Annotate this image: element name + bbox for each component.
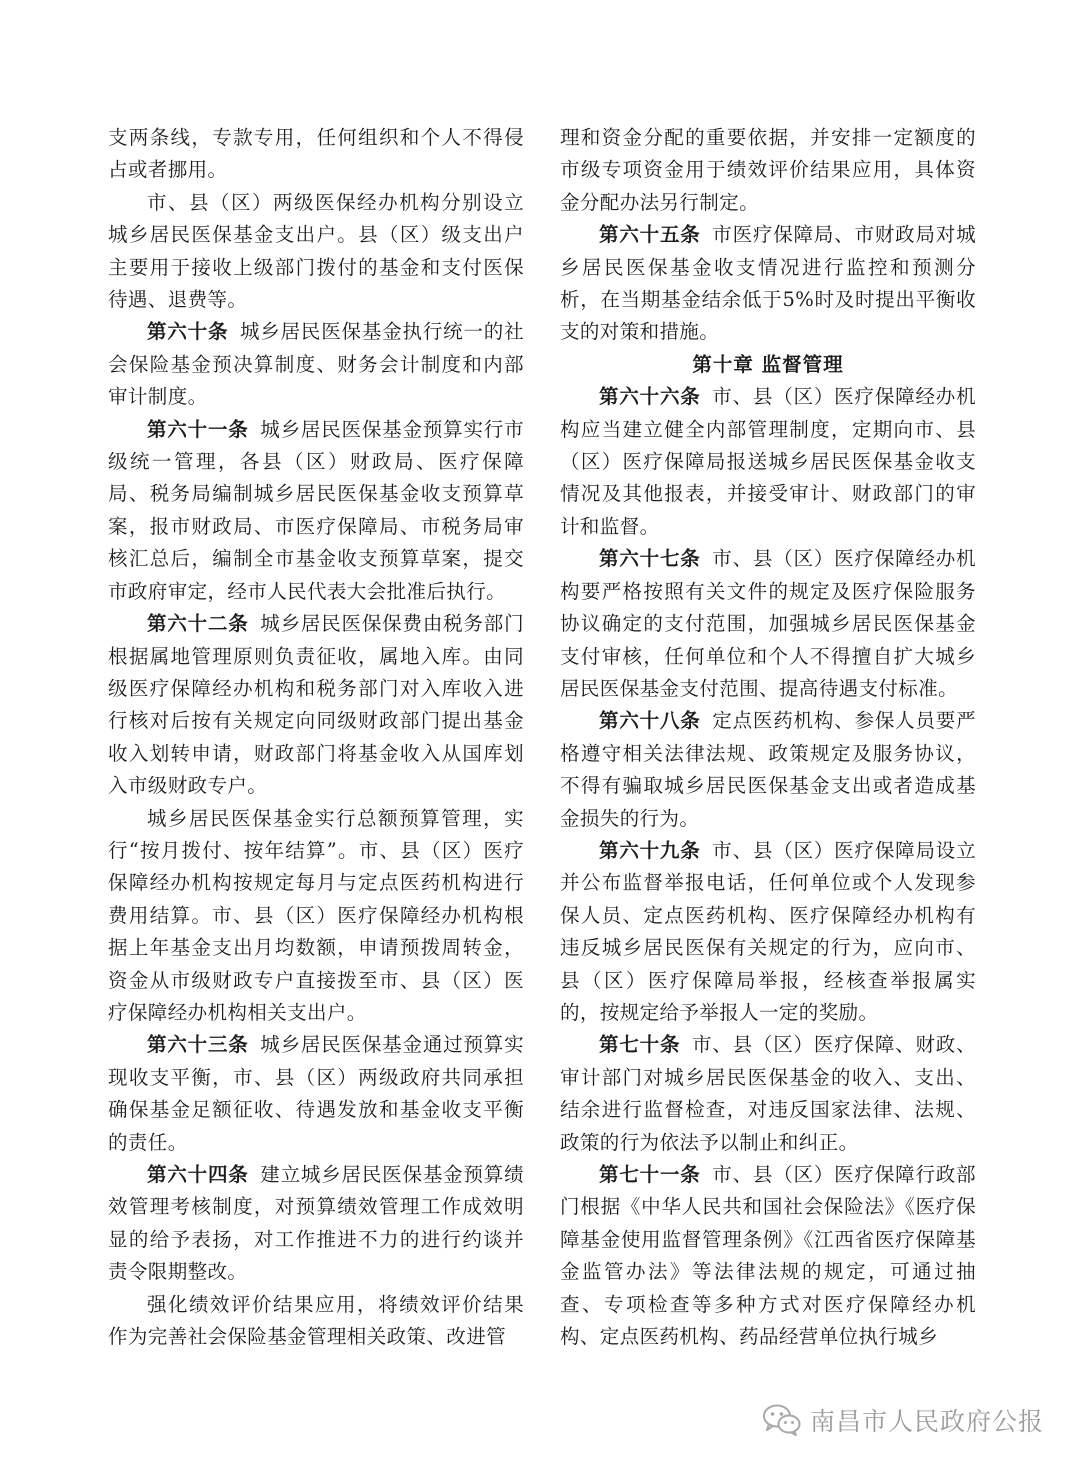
- left-column: [108, 122, 524, 1353]
- article-number: 第六十八条: [599, 709, 701, 733]
- article-number: 第六十一条: [147, 417, 249, 441]
- article-text: 市、县（区）医疗保障经办机构要严格按照有关文件的规定及医疗保险服务协议确定的支付范围，加强城乡居民医保基金支付审核，任何单位和个人不得擅自扩大城乡居民医保基金支付范围、提高待遇支付标准。: [560, 547, 976, 700]
- article-68: [560, 705, 976, 835]
- wechat-watermark: [762, 1402, 1044, 1438]
- article-text: 城乡居民医保基金通过预算实现收支平衡，市、县（区）两级政府共同承担确保基金足额征收、待遇发放和基金收支平衡的责任。: [108, 1033, 524, 1154]
- article-67: [560, 543, 976, 705]
- paragraph-performance-evaluation: 强化绩效评价结果应用，将绩效评价结果作为完善社会保险基金管理相关政策、改进管: [108, 1292, 524, 1349]
- article-text: 城乡居民医保保费由税务部门根据属地管理原则负责征收，属地入库。由同级医疗保障经办机构和税务部门对入库收入进行核对后按有关规定向同级财政部门提出基金收入划转申请，财政部门将基金收入从国库划入市级财政专户。: [108, 612, 524, 798]
- paragraph-continuation: 支两条线，专款专用，任何组织和个人不得侵占或者挪用。: [108, 126, 524, 182]
- article-number: 第六十二条: [147, 612, 249, 636]
- wechat-icon: [762, 1403, 802, 1437]
- article-66: [560, 381, 976, 543]
- article-text: 建立城乡居民医保基金预算绩效管理考核制度，对预算绩效管理工作成效明显的给予表扬，对工作推进不力的进行约谈并责令限期整改。: [108, 1163, 524, 1284]
- article-69: [560, 835, 976, 1029]
- paragraph-continuation: 理和资金分配的重要依据，并安排一定额度的市级专项资金用于绩效评价结果应用，具体资金分配办法另行制定。: [560, 126, 976, 214]
- article-text: 市、县（区）医疗保障行政部门根据《中华人民共和国社会保险法》《医疗保障基金使用监督管理条例》《江西省医疗保障基金监管办法》等法律法规的规定，可通过抽查、专项检查等多种方式对医疗保障经办机构、定点医药机构、药品经营单位执行城乡: [560, 1163, 976, 1349]
- article-62: [108, 608, 524, 802]
- watermark-text: 南昌市人民政府公报: [809, 1407, 1044, 1436]
- paragraph-expenditure-accounts: 市、县（区）两级医保经办机构分别设立城乡居民医保基金支出户。县（区）级支出户主要用于接收上级部门拨付的基金和支付医保待遇、退费等。: [108, 190, 524, 312]
- article-60: [108, 316, 524, 413]
- article-61: [108, 414, 524, 608]
- article-number: 第六十条: [147, 320, 229, 344]
- article-text: 城乡居民医保基金执行统一的社会保险基金预决算制度、财务会计制度和内部审计制度。: [108, 320, 524, 409]
- article-text: 市、县（区）医疗保障局设立并公布监督举报电话，任何单位或个人发现参保人员、定点医药机构、医疗保障经办机构有违反城乡居民医保有关规定的行为，应向市、县（区）医疗保障局举报，经核查举报属实的，按规定给予举报人一定的奖励。: [560, 838, 976, 1024]
- article-70: [560, 1029, 976, 1159]
- article-number: 第七十一条: [599, 1163, 701, 1186]
- paragraph-budget-management: 城乡居民医保基金实行总额预算管理，实行“按月拨付、按年结算”。市、县（区）医疗保障经办机构按规定每月与定点医药机构进行费用结算。市、县（区）医疗保障经办机构根据上年基金支出月均数额，申请预拨周转金，资金从市级财政专户直接拨至市、县（区）医疗保障经办机构相关支出户。: [108, 806, 524, 1024]
- article-number: 第六十四条: [147, 1163, 249, 1186]
- article-number: 第七十条: [599, 1033, 681, 1057]
- article-text: 市医疗保障局、市财政局对城乡居民医保基金收支情况进行监控和预测分析，在当期基金结余低于5%时及时提出平衡收支的对策和措施。: [560, 223, 976, 344]
- article-64: [108, 1159, 524, 1289]
- article-number: 第六十七条: [599, 547, 701, 571]
- article-text: 城乡居民医保基金预算实行市级统一管理，各县（区）财政局、医疗保障局、税务局编制城乡居民医保基金收支预算草案，报市财政局、市医疗保障局、市税务局审核汇总后，编制全市基金收支预算草案，提交市政府审定，经市人民代表大会批准后执行。: [108, 417, 524, 603]
- right-column: [560, 122, 976, 1353]
- article-text: 定点医药机构、参保人员要严格遵守相关法律法规、政策规定及服务协议，不得有骗取城乡居民医保基金支出或者造成基金损失的行为。: [560, 709, 976, 830]
- article-text: 市、县（区）医疗保障、财政、审计部门对城乡居民医保基金的收入、支出、结余进行监督检查，对违反国家法律、法规、政策的行为依法予以制止和纠正。: [560, 1033, 976, 1154]
- article-65: [560, 219, 976, 349]
- article-71: [560, 1159, 976, 1353]
- article-number: 第六十三条: [147, 1033, 249, 1057]
- article-number: 第六十九条: [599, 838, 701, 862]
- article-number: 第六十五条: [599, 223, 701, 247]
- article-63: [108, 1029, 524, 1159]
- article-number: 第六十六条: [599, 385, 701, 409]
- article-text: 市、县（区）医疗保障经办机构应当建立健全内部管理制度，定期向市、县（区）医疗保障局报送城乡居民医保基金收支情况及其他报表，并接受审计、财政部门的审计和监督。: [560, 385, 976, 538]
- chapter-heading: 第十章 监督管理: [692, 352, 844, 376]
